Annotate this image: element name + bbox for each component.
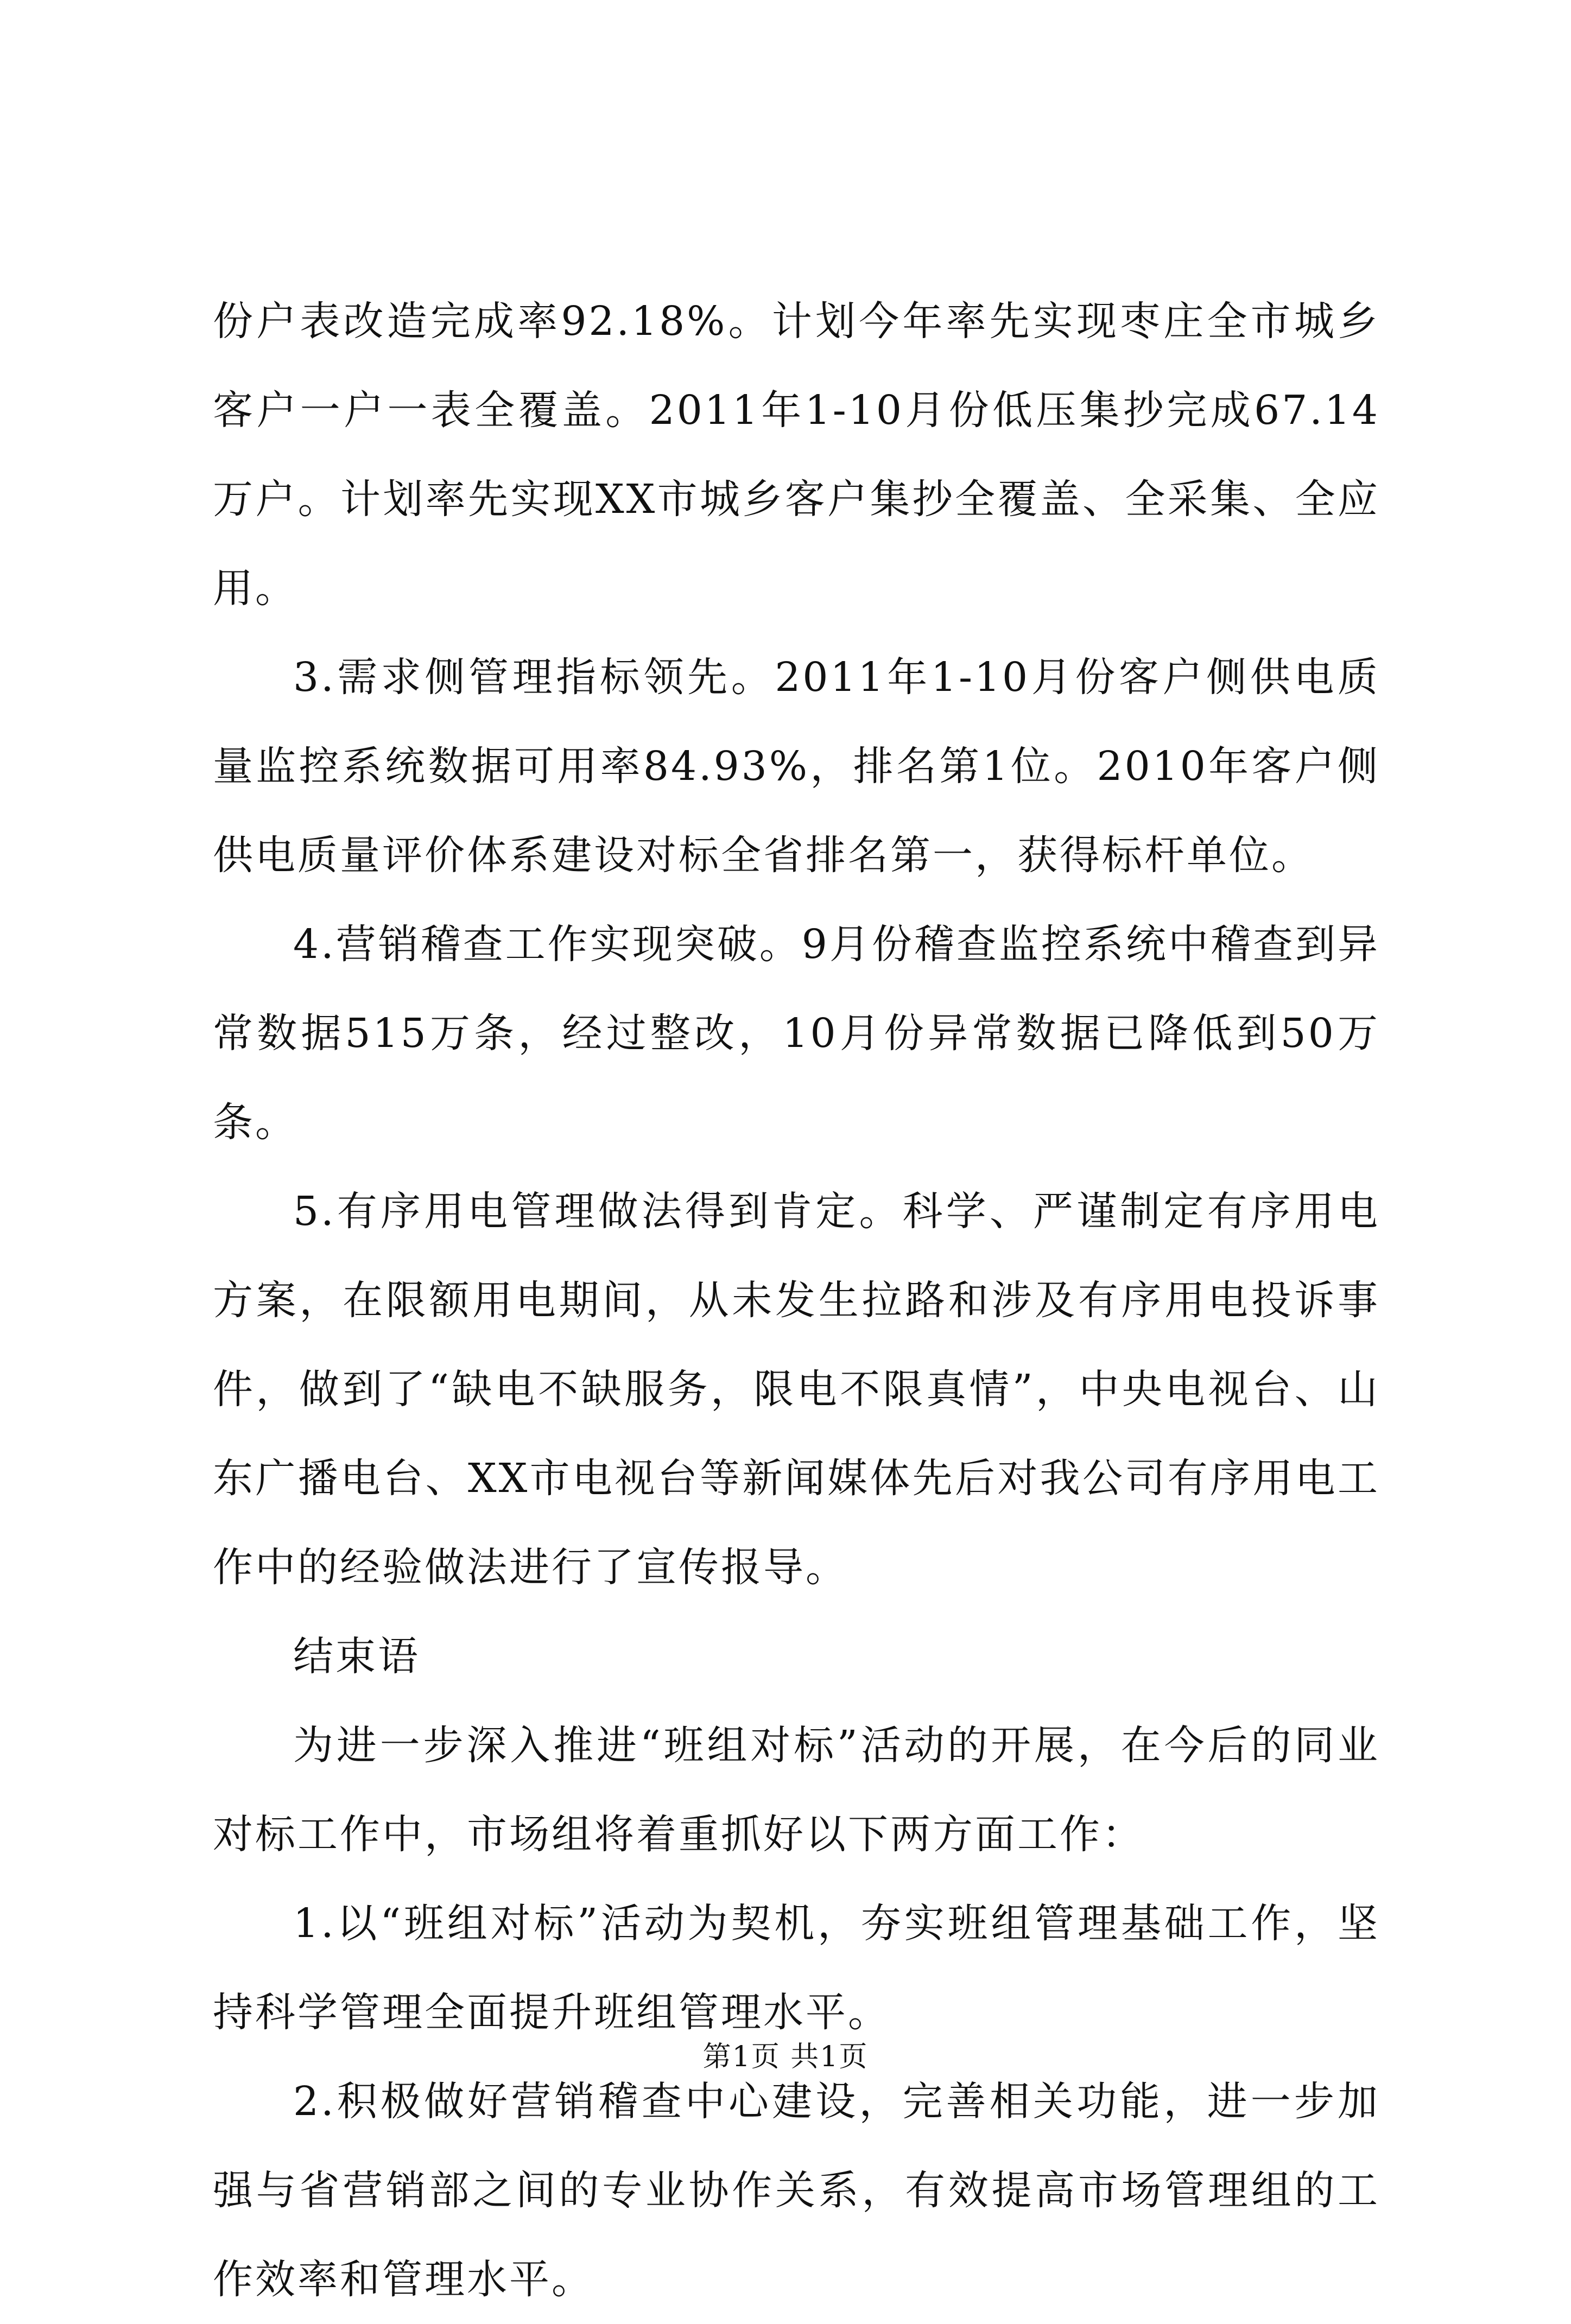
paragraph-item-5: 5.有序用电管理做法得到肯定。科学、严谨制定有序用电方案，在限额用电期间，从未发生拉路和涉及有序用电投诉事件，做到了“缺电不缺服务，限电不限真情”，中央电视台、山东广播电台、XX市电视台等新闻媒体先后对我公司有序用电工作中的经验做法进行了宣传报导。 [213,1188,1380,1591]
paragraph-conclusion-item-2: 2.积极做好营销稽查中心建设，完善相关功能，进一步加强与省营销部之间的专业协作关系，有效提高市场管理组的工作效率和管理水平。 [213,2078,1380,2303]
paragraph-item-4: 4.营销稽查工作实现突破。9月份稽查监控系统中稽查到异常数据515万条，经过整改，10月份异常数据已降低到50万条。 [213,921,1380,1146]
page-footer [0,2038,1571,2076]
paragraph-continuation: 份户表改造完成率92.18%。计划今年率先实现枣庄全市城乡客户一户一表全覆盖。2011年1-10月份低压集抄完成67.14万户。计划率先实现XX市城乡客户集抄全覆盖、全采集、全应用。 [213,298,1380,612]
paragraph-item-3: 3.需求侧管理指标领先。2011年1-10月份客户侧供电质量监控系统数据可用率84.93%，排名第1位。2010年客户侧供电质量评价体系建设对标全省排名第一，获得标杆单位。 [213,654,1380,879]
paragraph-conclusion-item-1: 1.以“班组对标”活动为契机，夯实班组管理基础工作，坚持科学管理全面提升班组管理水平。 [213,1900,1380,2036]
document-body [213,277,1380,2324]
paragraph-conclusion-intro: 为进一步深入推进“班组对标”活动的开展，在今后的同业对标工作中，市场组将着重抓好以下两方面工作： [213,1722,1380,1858]
section-heading-conclusion: 结束语 [293,1633,420,1680]
page-number-label: 第1页 共1页 [702,2041,869,2073]
